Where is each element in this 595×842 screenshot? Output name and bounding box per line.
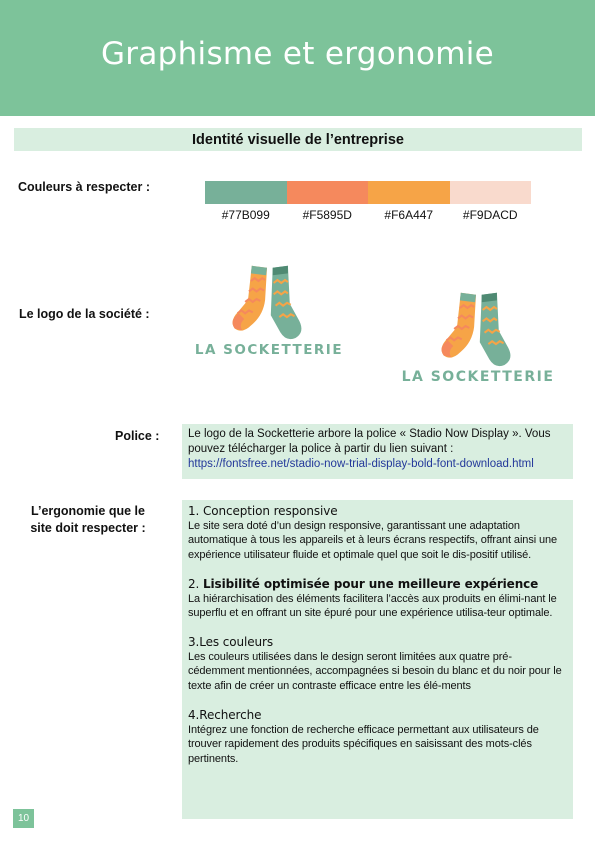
item-number: 4. xyxy=(188,707,200,722)
item-text: Le site sera doté d’un design responsive, garantissant une adaptation automatique à tous les appareils et à leurs écrans respectifs, offrant ainsi une expérience utilisateur fluide et optimale quel que soit le dis-positif utilisé. xyxy=(188,520,558,561)
item-text: Intégrez une fonction de recherche efficace permettant aux utilisateurs de trouver rapidement des produits spécifiques en saisissant des mots-clés pertinents. xyxy=(188,723,539,765)
item-number: 1. xyxy=(188,504,203,518)
item-text: Les couleurs utilisées dans le design seront limitées aux quatre pré-cédemment mentionnées, accompagnées si besoin du blanc et du noir pour le texte afin de créer un contraste efficace entre les élé-ments xyxy=(188,651,562,692)
ergonomie-item xyxy=(188,634,567,693)
item-title: Les couleurs xyxy=(199,635,274,650)
ergonomie-item xyxy=(188,707,567,766)
color-swatches xyxy=(205,181,531,204)
color-code: #F5895D xyxy=(302,208,352,222)
logo-text: LA SOCKETTERIE xyxy=(401,369,555,385)
color-swatch xyxy=(450,181,532,204)
page-header xyxy=(0,0,595,116)
ergonomie-label-line: L’ergonomie que le xyxy=(31,504,145,518)
color-codes xyxy=(205,208,531,222)
color-code: #F9DACD xyxy=(462,208,518,222)
logo-text: LA SOCKETTERIE xyxy=(194,342,344,358)
color-code: #F6A447 xyxy=(384,208,434,222)
color-swatch xyxy=(368,181,450,204)
color-swatch xyxy=(287,181,369,204)
color-swatch xyxy=(205,181,287,204)
page-title: Graphisme et ergonomie xyxy=(100,36,495,72)
section-title: Identité visuelle de l’entreprise xyxy=(192,131,404,148)
page-number: 10 xyxy=(13,809,34,828)
socks-logo-icon xyxy=(194,262,344,342)
police-text: Le logo de la Socketterie arbore la police « Stadio Now Display ». Vous pouvez télécharger la police à partir du lien suivant : xyxy=(188,428,551,455)
police-box xyxy=(182,424,573,479)
item-title: Lisibilité optimisée pour une meilleure expérience xyxy=(202,576,539,591)
logo-small xyxy=(194,262,344,358)
item-title: Conception responsive xyxy=(202,504,338,518)
colors-label: Couleurs à respecter : xyxy=(18,180,150,194)
police-label: Police : xyxy=(115,429,160,443)
ergonomie-label-line: site doit respecter : xyxy=(30,521,146,535)
item-text: La hiérarchisation des éléments facilitera l’accès aux produits en élimi-nant le superflu et en offrant un site épuré pour une expérience utilisa-teur optimale. xyxy=(188,592,557,620)
socks-logo-icon xyxy=(401,289,555,369)
section-title-bar xyxy=(14,128,582,151)
ergonomie-label xyxy=(23,503,153,537)
ergonomie-box xyxy=(182,500,573,819)
logo-large xyxy=(401,289,555,385)
item-title: Recherche xyxy=(199,707,262,722)
ergonomie-item xyxy=(188,576,567,621)
police-link[interactable]: https://fontsfree.net/stadio-now-trial-display-bold-font-download.html xyxy=(188,458,534,470)
color-code: #77B099 xyxy=(221,208,270,222)
logo-label: Le logo de la société : xyxy=(19,307,150,321)
item-number: 3. xyxy=(188,635,200,650)
ergonomie-item xyxy=(188,503,567,562)
item-number: 2. xyxy=(188,576,203,591)
